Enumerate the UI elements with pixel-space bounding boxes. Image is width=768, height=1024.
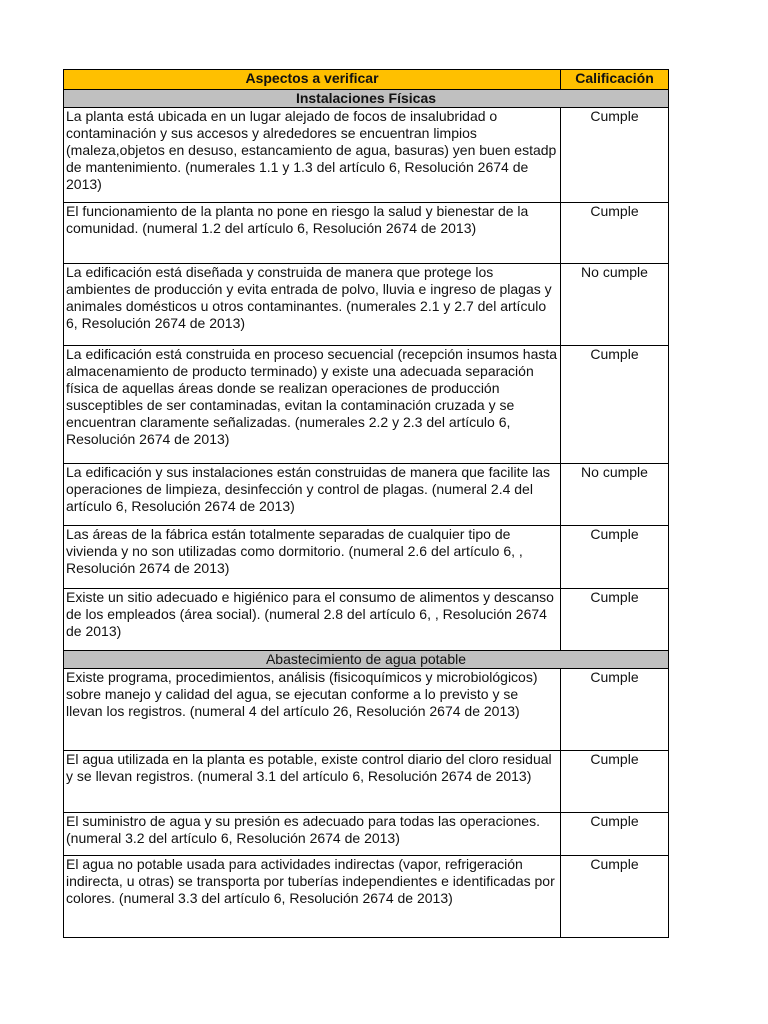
- row-description: La planta está ubicada en un lugar alejado de focos de insalubridad o contaminación y sus accesos y alrededores se encuentran limpios (maleza,objetos en desuso, estancamiento de agua, basuras) yen buen estadp de mantenimiento. (numerales 1.1 y 1.3 del artículo 6, Resolución 2674 de 2013): [64, 108, 561, 203]
- section-row: [64, 90, 669, 108]
- table-row: [64, 264, 669, 346]
- header-grade: Calificación: [561, 70, 669, 90]
- table-row: [64, 669, 669, 751]
- row-description: Existe un sitio adecuado e higiénico para el consumo de alimentos y descanso de los empleados (área social). (numeral 2.8 del artículo 6, , Resolución 2674 de 2013): [64, 589, 561, 651]
- row-grade: No cumple: [561, 464, 669, 526]
- row-grade: Cumple: [561, 813, 669, 856]
- row-description: Existe programa, procedimientos, análisis (fisicoquímicos y microbiológicos) sobre manejo y calidad del agua, se ejecutan conforme a lo previsto y se llevan los registros. (numeral 4 del artículo 26, Resolución 2674 de 2013): [64, 669, 561, 751]
- row-description: El suministro de agua y su presión es adecuado para todas las operaciones. (numeral 3.2 del artículo 6, Resolución 2674 de 2013): [64, 813, 561, 856]
- row-grade: No cumple: [561, 264, 669, 346]
- section-title-physical: Instalaciones Físicas: [64, 90, 669, 108]
- row-grade: Cumple: [561, 203, 669, 264]
- row-grade: Cumple: [561, 751, 669, 813]
- row-description: La edificación y sus instalaciones están construidas de manera que facilite las operaciones de limpieza, desinfección y control de plagas. (numeral 2.4 del artículo 6, Resolución 2674 de 2013): [64, 464, 561, 526]
- table-row: [64, 108, 669, 203]
- table-row: [64, 203, 669, 264]
- row-description: Las áreas de la fábrica están totalmente separadas de cualquier tipo de vivienda y no son utilizadas como dormitorio. (numeral 2.6 del artículo 6, , Resolución 2674 de 2013): [64, 526, 561, 589]
- row-description: La edificación está diseñada y construida de manera que protege los ambientes de producción y evita entrada de polvo, lluvia e ingreso de plagas y animales domésticos u otros contaminantes. (numerales 2.1 y 2.7 del artículo 6, Resolución 2674 de 2013): [64, 264, 561, 346]
- row-grade: Cumple: [561, 589, 669, 651]
- table-row: [64, 346, 669, 464]
- row-description: La edificación está construida en proceso secuencial (recepción insumos hasta almacenamiento de producto terminado) y existe una adecuada separación física de aquellas áreas donde se realizan operaciones de producción susceptibles de ser contaminadas, evitan la contaminación cruzada y se encuentran claramente señalizadas. (numerales 2.2 y 2.3 del artículo 6, Resolución 2674 de 2013): [64, 346, 561, 464]
- verification-table: [63, 69, 669, 938]
- row-grade: Cumple: [561, 669, 669, 751]
- table-row: [64, 464, 669, 526]
- row-grade: Cumple: [561, 526, 669, 589]
- row-description: El funcionamiento de la planta no pone en riesgo la salud y bienestar de la comunidad. (numeral 1.2 del artículo 6, Resolución 2674 de 2013): [64, 203, 561, 264]
- row-grade: Cumple: [561, 108, 669, 203]
- table-row: [64, 526, 669, 589]
- header-row: [64, 70, 669, 90]
- row-grade: Cumple: [561, 346, 669, 464]
- table-row: [64, 813, 669, 856]
- header-aspects: Aspectos a verificar: [64, 70, 561, 90]
- row-description: El agua no potable usada para actividades indirectas (vapor, refrigeración indirecta, u otras) se transporta por tuberías independientes e identificadas por colores. (numeral 3.3 del artículo 6, Resolución 2674 de 2013): [64, 856, 561, 938]
- table-row: [64, 751, 669, 813]
- section-title-water: Abastecimiento de agua potable: [64, 651, 669, 669]
- row-grade: Cumple: [561, 856, 669, 938]
- row-description: El agua utilizada en la planta es potable, existe control diario del cloro residual y se llevan registros. (numeral 3.1 del artículo 6, Resolución 2674 de 2013): [64, 751, 561, 813]
- table-row: [64, 589, 669, 651]
- table-row: [64, 856, 669, 938]
- section-row: [64, 651, 669, 669]
